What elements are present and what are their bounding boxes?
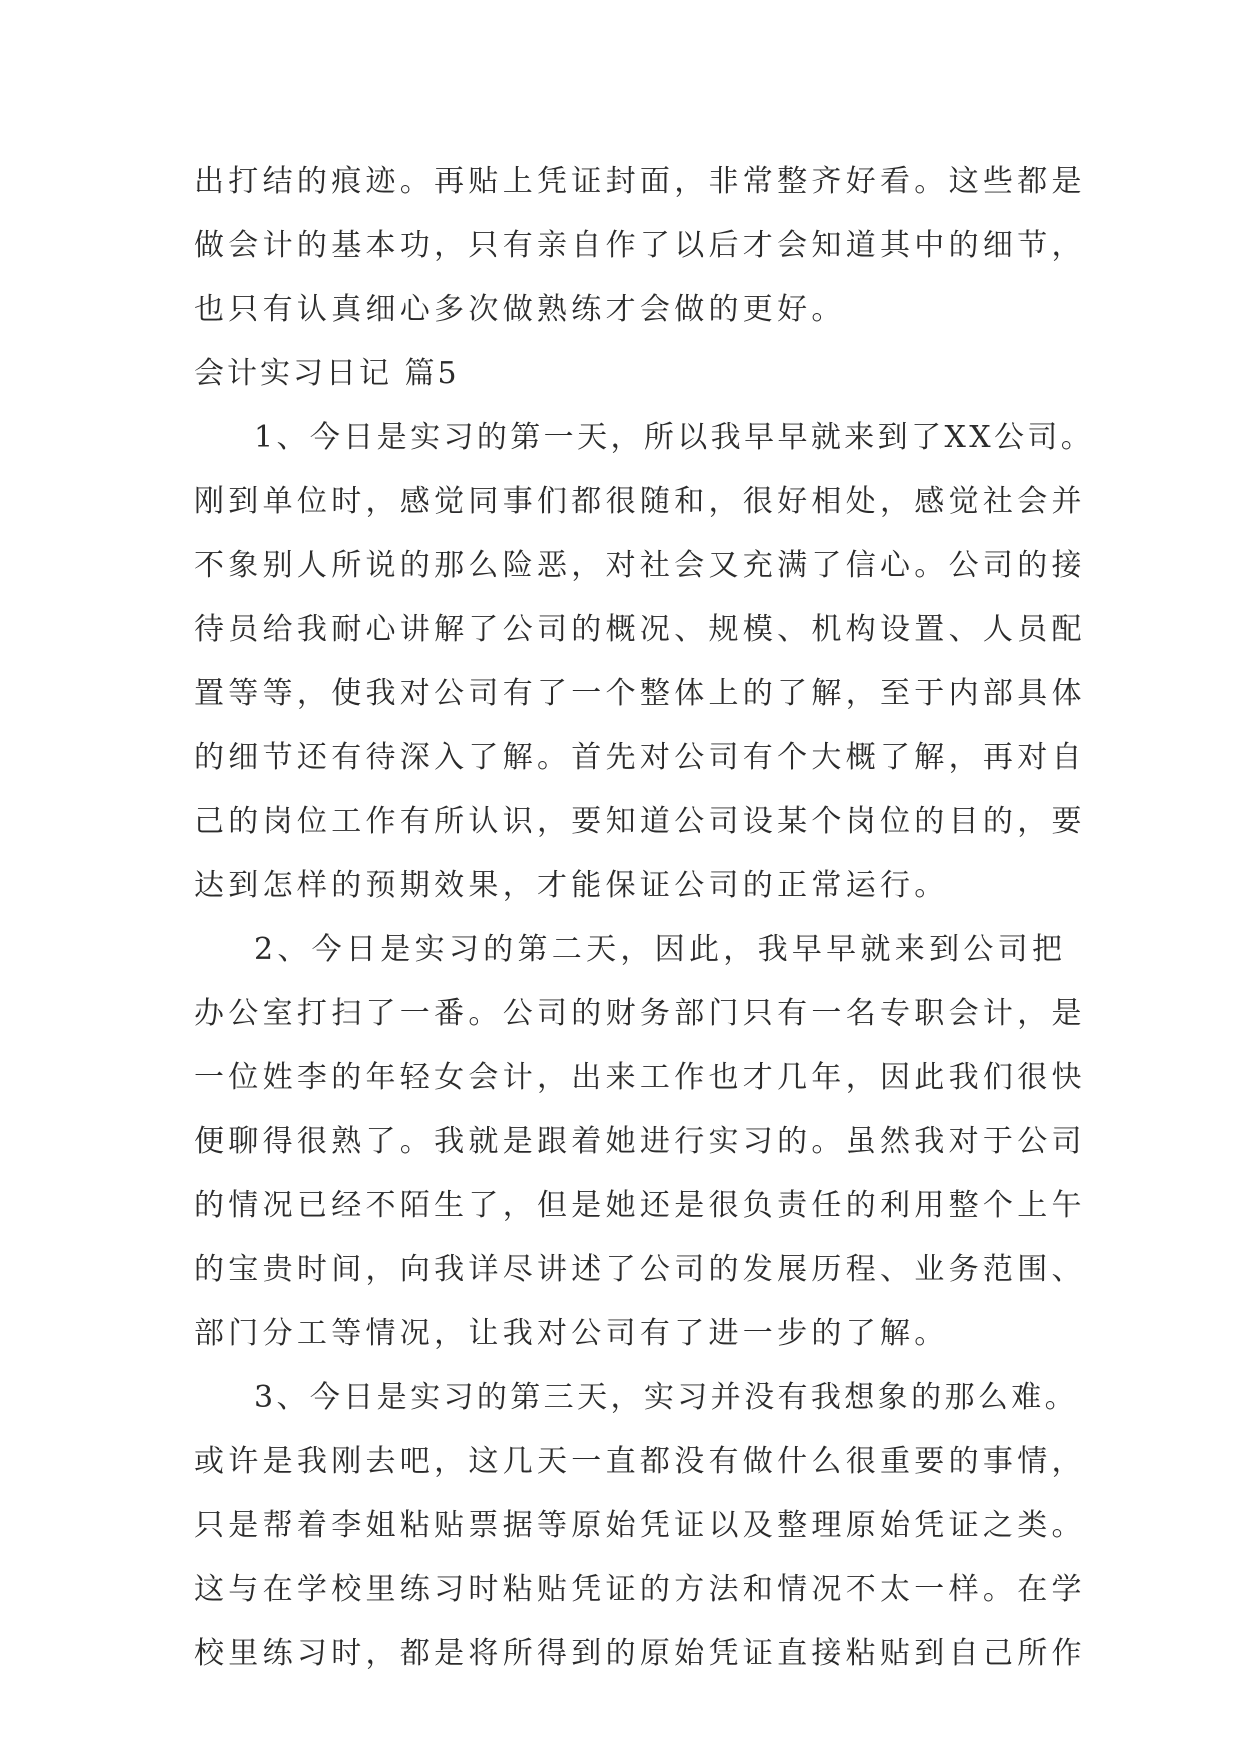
paragraph-1-first-line: 1、今日是实习的第一天，所以我早早就来到了XX公司。 bbox=[254, 420, 1095, 455]
text-line: 便聊得很熟了。我就是跟着她进行实习的。虽然我对于公司 bbox=[194, 1124, 1086, 1159]
text-line: 部门分工等情况，让我对公司有了进一步的了解。 bbox=[194, 1316, 949, 1351]
text-line: 待员给我耐心讲解了公司的概况、规模、机构设置、人员配 bbox=[194, 612, 1086, 647]
paragraph-2-first-line: 2、今日是实习的第二天，因此，我早早就来到公司把 bbox=[254, 932, 1067, 967]
text-line: 这与在学校里练习时粘贴凭证的方法和情况不太一样。在学 bbox=[194, 1572, 1086, 1607]
text-line: 的宝贵时间，向我详尽讲述了公司的发展历程、业务范围、 bbox=[194, 1252, 1086, 1287]
document-body bbox=[194, 150, 1095, 1686]
text-line: 己的岗位工作有所认识，要知道公司设某个岗位的目的，要 bbox=[194, 804, 1086, 839]
text-line: 只是帮着李姐粘贴票据等原始凭证以及整理原始凭证之类。 bbox=[194, 1508, 1086, 1543]
text-line: 置等等，使我对公司有了一个整体上的了解，至于内部具体 bbox=[194, 676, 1086, 711]
text-line: 出打结的痕迹。再贴上凭证封面，非常整齐好看。这些都是 bbox=[194, 164, 1086, 199]
text-line: 达到怎样的预期效果，才能保证公司的正常运行。 bbox=[194, 868, 949, 903]
text-line: 一位姓李的年轻女会计，出来工作也才几年，因此我们很快 bbox=[194, 1060, 1086, 1095]
text-line: 的细节还有待深入了解。首先对公司有个大概了解，再对自 bbox=[194, 740, 1086, 775]
text-line: 校里练习时，都是将所得到的原始凭证直接粘贴到自己所作 bbox=[194, 1636, 1086, 1671]
text-line: 也只有认真细心多次做熟练才会做的更好。 bbox=[194, 292, 846, 327]
paragraph-3-first-line: 3、今日是实习的第三天，实习并没有我想象的那么难。 bbox=[254, 1380, 1079, 1415]
text-line: 或许是我刚去吧，这几天一直都没有做什么很重要的事情， bbox=[194, 1444, 1086, 1479]
section-title: 会计实习日记 篇5 bbox=[194, 356, 460, 391]
text-line: 不象别人所说的那么险恶，对社会又充满了信心。公司的接 bbox=[194, 548, 1086, 583]
text-line: 的情况已经不陌生了，但是她还是很负责任的利用整个上午 bbox=[194, 1188, 1086, 1223]
text-line: 做会计的基本功，只有亲自作了以后才会知道其中的细节， bbox=[194, 228, 1086, 263]
text-line: 刚到单位时，感觉同事们都很随和，很好相处，感觉社会并 bbox=[194, 484, 1086, 519]
text-line: 办公室打扫了一番。公司的财务部门只有一名专职会计，是 bbox=[194, 996, 1086, 1031]
